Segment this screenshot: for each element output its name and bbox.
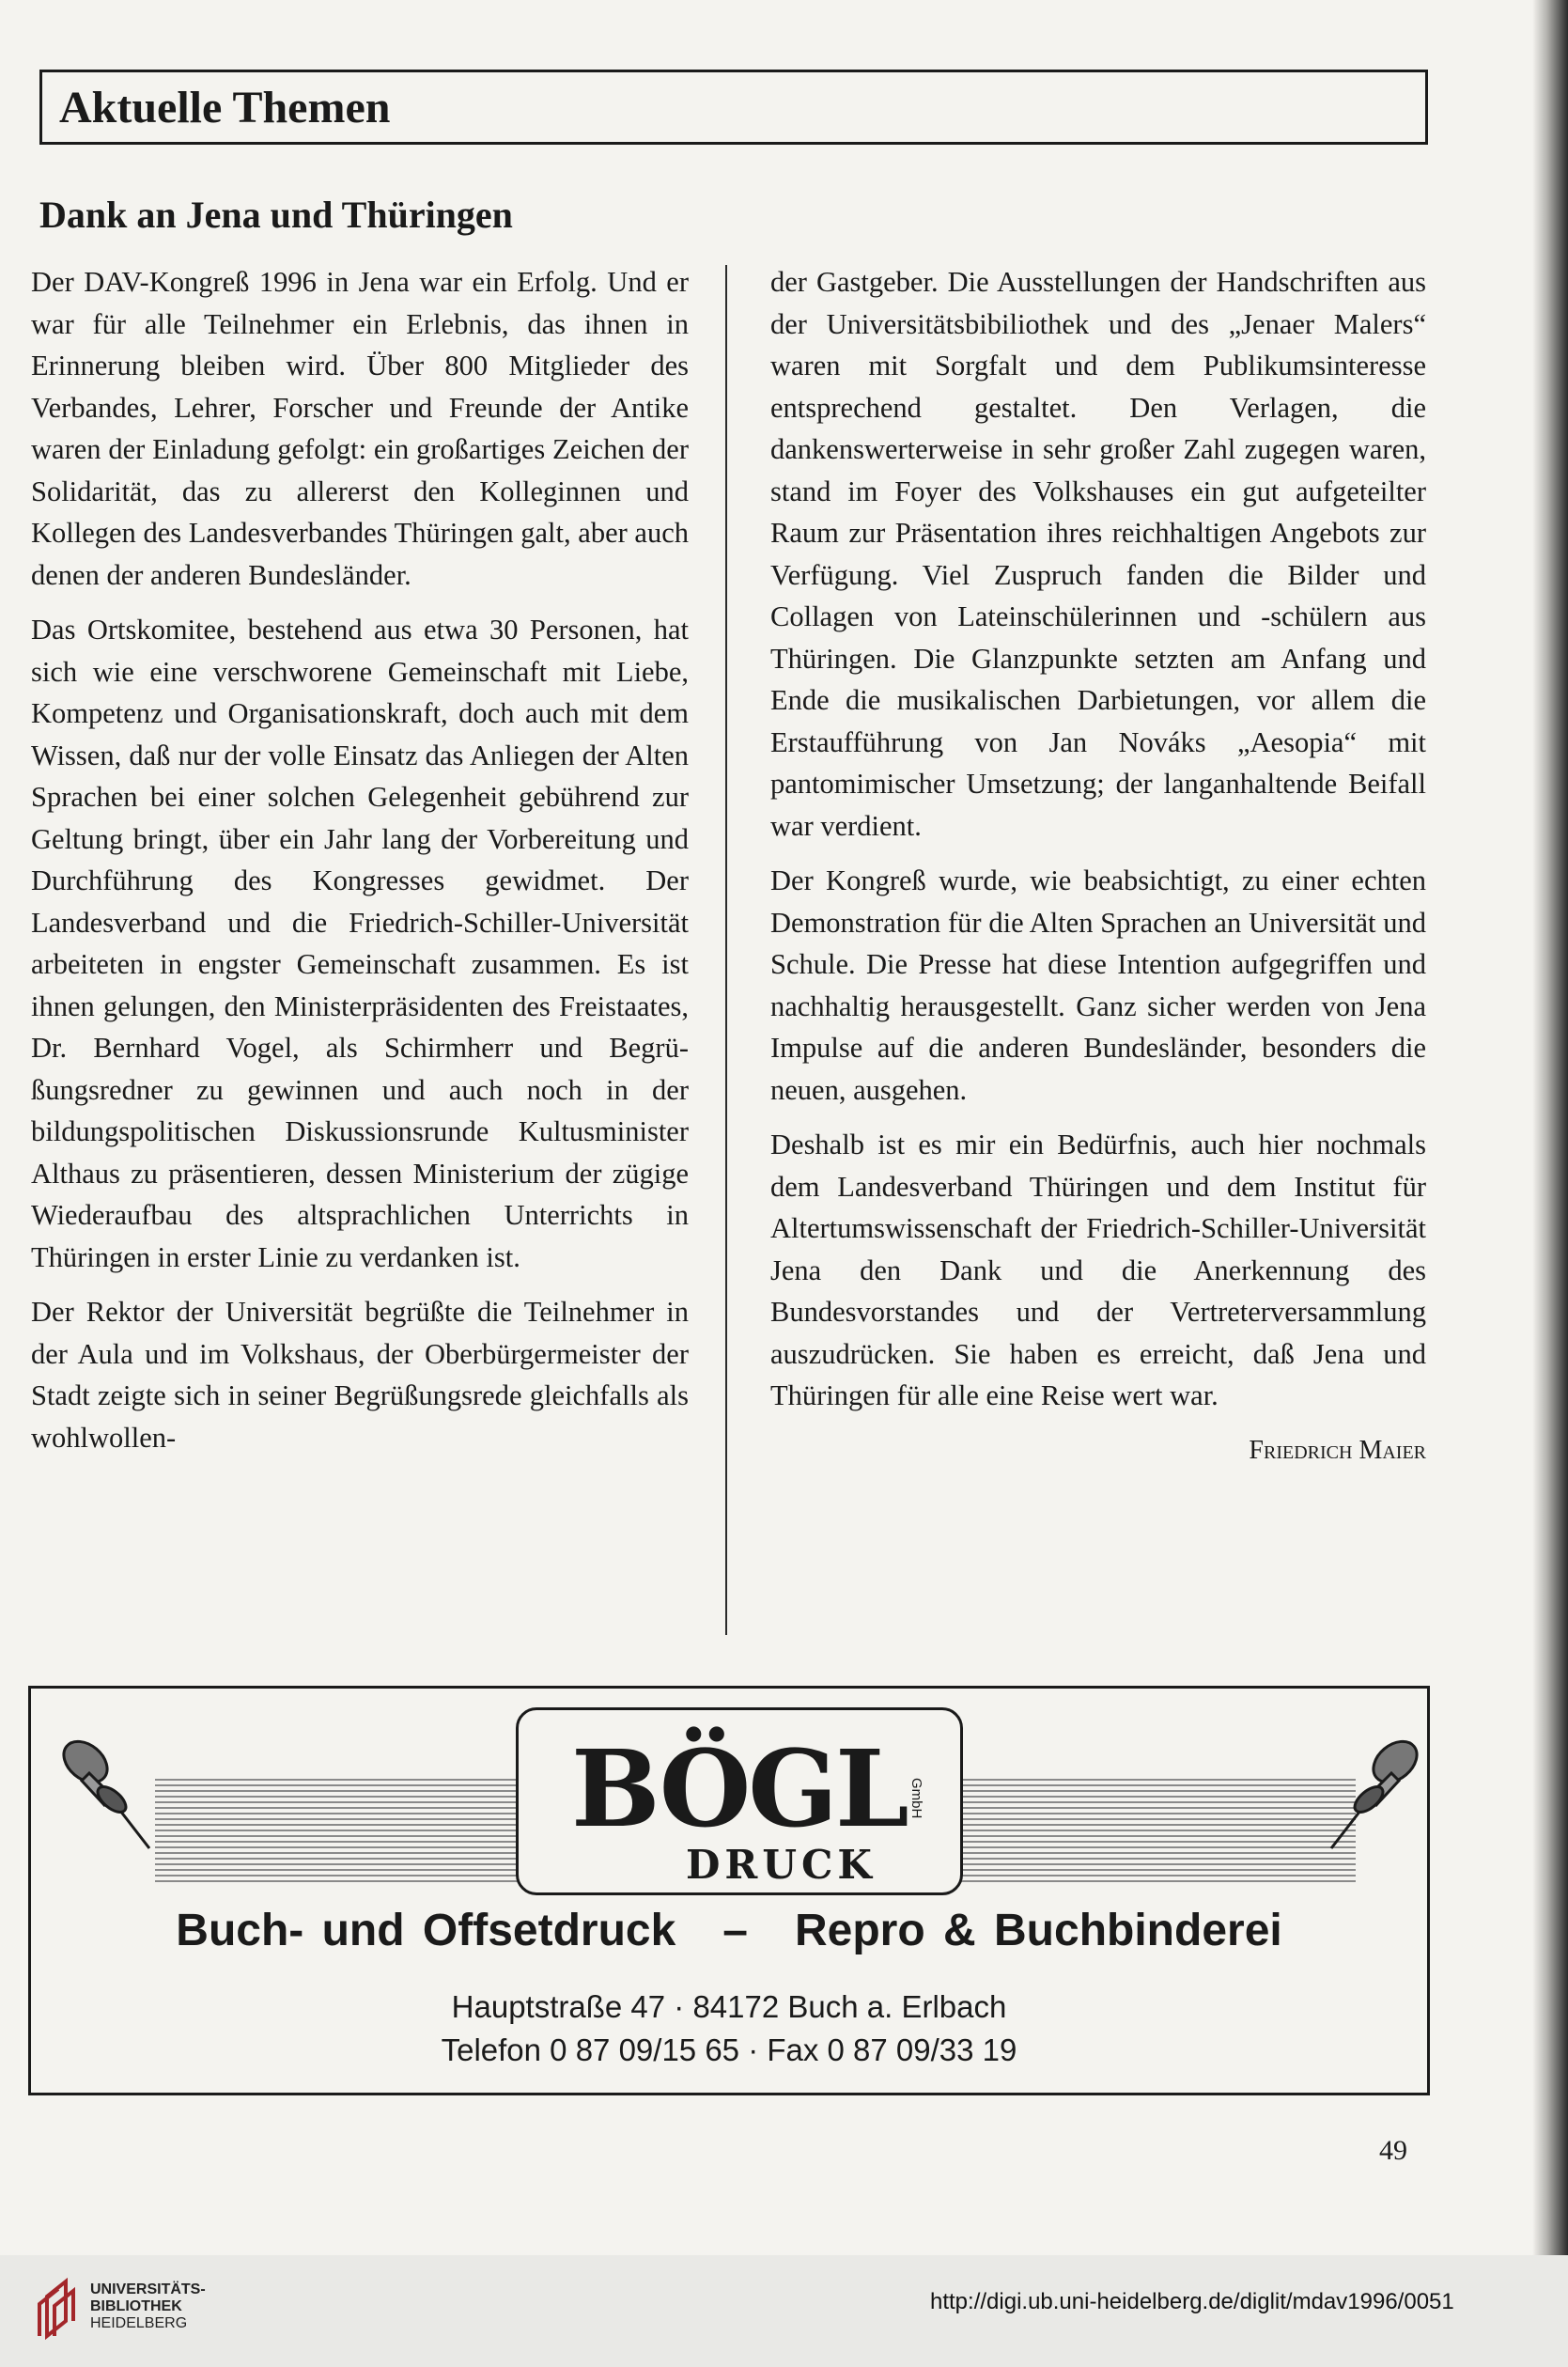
- column-divider: [725, 265, 727, 1635]
- logo-subtitle: DRUCK: [686, 1842, 877, 1888]
- slogan-left: Buch- und Offsetdruck: [176, 1906, 676, 1955]
- paragraph: Deshalb ist es mir ein Bedürfnis, auch hier nochmals dem Landesverband Thüringen und dem Institut für Altertumswissenschaft der Friedrich-Schiller-Universität Jena den Dank und die Anerkennung des Bundesvorstandes und der Vertreterversammlung auszudrücken. Sie haben es erreicht, daß Jena und Thüringen für alle eine Reise wert war.: [770, 1129, 1426, 1411]
- page-number: 49: [1379, 2135, 1407, 2166]
- library-name-line: UNIVERSITÄTS-: [90, 2281, 206, 2297]
- paragraph: der Gastgeber. Die Ausstellungen der Handschriften aus der Universitätsbibiliothek und des „Jenaer Malers“ waren mit Sorgfalt und dem Publikumsinteresse entsprechend gestaltet. Den Verlagen, die dankenswerterweise in sehr großer Zahl zugegen waren, stand im Foyer des Volkshauses ein gut aufgeteilter Raum zur Präsentation ihres reichhaltigen Angebots zur Verfügung. Viel Zuspruch fanden die Bilder und Collagen von Lateinschülerinnen und -schülern aus Thüringen. Die Glanzpunkte setzten am Anfang und Ende die musikalischen Darbietungen, vor allem die Erstaufführung von Jan Nováks „Aesopia“ mit pantomimischer Umsetzung; der langanhaltende Beifall war verdient.: [770, 266, 1426, 842]
- paragraph: Der DAV-Kongreß 1996 in Jena war ein Erfolg. Und er war für alle Teilnehmer ein Erlebnis, das ihnen in Erinnerung bleiben wird. Über 800 Mitglieder des Verbandes, Lehrer, Forscher und Freunde der Antike waren der Einladung gefolgt: ein großartiges Zeichen der Solidarität, das zu allererst den Kolleginnen und Kollegen des Landesverbandes Thüringen galt, aber auch denen der anderen Bundesländer.: [31, 266, 689, 591]
- library-name: [90, 2281, 206, 2332]
- decorative-stripes: [155, 1779, 550, 1882]
- digitization-footer: [0, 2255, 1568, 2367]
- logo-legal-form: GmbH: [908, 1778, 924, 1819]
- paragraph: Der Rektor der Universität begrüßte die Teilnehmer in der Aula und im Volkshaus, der Oberbürgermeister der Stadt zeigte sich in seiner Begrüßungsrede gleichfalls als wohlwollen-: [31, 1296, 689, 1454]
- article-column-right: [770, 261, 1426, 1472]
- company-logo: [516, 1707, 963, 1895]
- ad-phone: Telefon 0 87 09/15 65 · Fax 0 87 09/33 19: [441, 2032, 1017, 2067]
- article-author: Friedrich Maier: [1249, 1435, 1426, 1465]
- library-logo-icon: [38, 2278, 81, 2344]
- permalink[interactable]: http://digi.ub.uni-heidelberg.de/diglit/mdav1996/0051: [930, 2289, 1454, 2314]
- ad-slogan: [31, 1905, 1427, 1956]
- advertisement: [28, 1686, 1430, 2095]
- decorative-stripes: [933, 1779, 1356, 1882]
- logo-name: BÖGL: [571, 1728, 907, 1851]
- paragraph: Das Ortskomitee, bestehend aus etwa 30 Personen, hat sich wie eine verschworene Gemeinschaft mit Liebe, Kompetenz und Organisationskraft, doch auch mit dem Wissen, daß nur der volle Einsatz das Anliegen der Alten Sprachen bei einer solchen Gelegenheit gebührend zur Geltung bringt, über ein Jahr lang der Vorbereitung und Durchführung des Kongresses gewidmet. Der Landesverband und die Friedrich-Schiller-Universität arbeiteten in engster Gemeinschaft zusammen. Es ist ihnen gelungen, den Ministerpräsidenten des Freistaates, Dr. Bernhard Vogel, als Schirmherr und Begrüßungsredner zu gewinnen und auch noch in der bildungspolitischen Diskussionsrunde Kultusminister Althaus zu präsentieren, dessen Ministerium der zügige Wiederaufbau des altsprachlichen Unterrichts in Thüringen in erster Linie zu verdanken ist.: [31, 614, 689, 1273]
- section-header: [39, 70, 1428, 145]
- article-title: Dank an Jena und Thüringen: [39, 194, 513, 236]
- library-name-line: BIBLIOTHEK: [90, 2298, 182, 2314]
- library-name-line: HEIDELBERG: [90, 2315, 188, 2331]
- pushpin-icon: [48, 1724, 161, 1861]
- pushpin-icon: [1320, 1724, 1433, 1861]
- ad-address: Hauptstraße 47 · 84172 Buch a. Erlbach: [451, 1989, 1007, 2024]
- section-title: Aktuelle Themen: [59, 83, 391, 132]
- slogan-right: Repro & Buchbinderei: [795, 1906, 1282, 1955]
- slogan-separator: –: [722, 1906, 748, 1955]
- paragraph: Der Kongreß wurde, wie beabsichtigt, zu einer echten Demonstration für die Alten Sprachen an Universität und Schule. Die Presse hat diese Intention aufgegriffen und nachhaltig herausgestellt. Ganz sicher werden von Jena Impulse auf die anderen Bundesländer, besonders die neuen, ausgehen.: [770, 864, 1426, 1106]
- article-column-left: [31, 261, 689, 1472]
